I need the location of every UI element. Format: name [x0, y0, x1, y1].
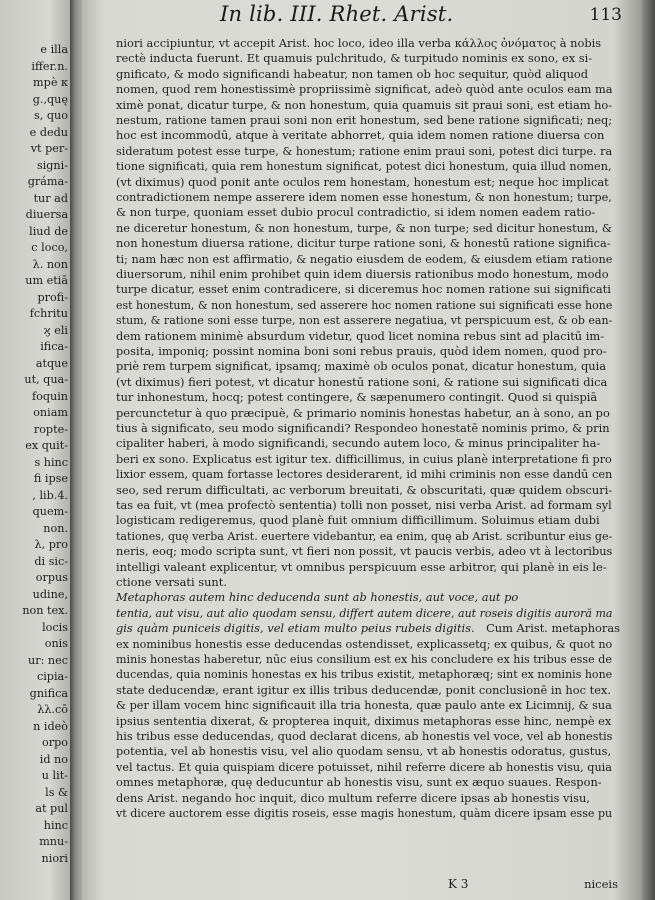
left-page-fragment: foquin	[31, 389, 68, 403]
left-page-fragment: tur ad	[33, 191, 68, 205]
signature-mark: K 3	[448, 877, 469, 891]
left-page-fragment: ifica-	[40, 340, 68, 353]
left-page-fragment: signi-	[36, 158, 68, 172]
text-line: Cum Arist. metaphoras	[486, 621, 620, 636]
left-page-fragment: locis	[42, 620, 68, 634]
running-head: In lib. III. Rhet. Arist.	[220, 2, 454, 26]
text-line: priè rem turpem significat, ipsamq; maximè ob oculos ponat, dicatur honestum, quia	[116, 359, 607, 374]
left-page-fragment: um etiā	[25, 274, 68, 287]
text-line: minis honestas haberetur, nūc eius consilium est ex his concludere ex his tribus esse de	[116, 652, 612, 666]
left-page-fragment: c loco,	[31, 241, 68, 254]
left-page-fragment: orpus	[35, 571, 68, 584]
text-line: & non turpe, quoniam esset dubio procul contradictio, si idem nomen eadem ratio-	[116, 205, 596, 220]
left-page-fragment: n ideò	[33, 719, 68, 733]
left-page-fragment: fchritu	[29, 307, 68, 320]
left-page-fragment: mnu-	[39, 835, 68, 848]
text-line: beri ex sono. Explicatus est igitur tex. difficillimus, in cuius planè interpretatione fi pro	[116, 451, 612, 466]
text-line: neris, eoq; modo scripta sunt, vt fieri non possit, vt paucis verbis, adeo vt à lectoribus	[116, 544, 613, 559]
text-line: omnes metaphoræ, quę deducuntur ab honestis visu, sunt ex æquo suaues. Respon-	[116, 775, 602, 790]
left-page-fragment: atque	[35, 356, 68, 370]
text-line: diuersorum, nihil enim prohibet quin idem diuersis rationibus modo honestum, modo	[116, 267, 609, 281]
text-line: tius à significato, seu modo significandi? Respondeo honestatē nominis primo, & prin	[116, 421, 610, 435]
page-footer	[82, 877, 642, 897]
left-page-fragment: profi-	[37, 290, 68, 304]
left-page-fragment: vt per-	[30, 142, 68, 155]
left-page-fragment: iffer.n.	[31, 59, 68, 73]
left-page-fragment: cipia-	[36, 670, 68, 683]
page-header	[82, 2, 642, 30]
text-line: niori accipiuntur, vt accepit Arist. hoc loco, ideo illa verba κάλλος ὀνόματος à nobis	[116, 36, 602, 50]
left-page-fragment: quem-	[32, 505, 68, 518]
text-line: cipaliter haberi, à modo significandi, secundo autem loco, & minus principaliter ha-	[116, 436, 601, 451]
left-page-fragment: e dedu	[29, 125, 68, 139]
left-page-fragment: λ, pro	[34, 538, 68, 551]
text-line: contradictionem nempe asserere idem nomen esse honestum, & non honestum; turpe,	[116, 190, 612, 204]
left-page-fragment: s hinc	[34, 455, 68, 469]
left-page-fragment: niori	[41, 851, 68, 865]
text-line: turpe dicatur, esset enim contradicere, si diceremus hoc nomen ratione sui significati	[116, 282, 611, 297]
left-page-fragment: non tex.	[22, 604, 68, 617]
text-line: dem rationem minimè absurdum videtur, quod licet nomina rebus sint ad placitū im-	[116, 328, 605, 343]
text-line: Metaphoras autem hinc deducenda sunt ab honestis, aut voce, aut po	[116, 590, 519, 605]
text-line: ne diceretur honestum, & non honestum, turpe, & non turpe; sed dicitur honestum, &	[116, 220, 613, 235]
text-line: sideratum potest esse turpe, & honestum; ratione enim praui soni, potest dici turpe. ra	[116, 143, 613, 158]
page-number: 113	[589, 5, 622, 25]
left-page-fragment: non.	[43, 521, 68, 535]
book-page	[82, 0, 642, 900]
left-page-fragment: s, quo	[34, 109, 68, 122]
text-line: potentia, vel ab honestis visu, vel alio quodam sensu, vt ab honestis odoratus, gustus,	[116, 744, 612, 759]
text-line: tentia, aut visu, aut alio quodam sensu, differt autem dicere, aut roseis digitis auroră ma	[116, 605, 613, 620]
text-line: est honestum, & non honestum, sed asserere hoc nomen ratione sui significati esse hone	[116, 297, 613, 312]
text-line: ximè ponat, dicatur turpe, & non honestum, quia quamuis sit praui soni, est etiam ho-	[116, 97, 613, 112]
text-line: posita, imponiq; possint nomina boni soni rebus prauis, quòd idem nomen, quod pro-	[116, 344, 607, 358]
text-line: state deducendæ, erant igitur ex illis tribus deducendæ, ponit conclusionē in hoc tex.	[116, 682, 611, 697]
text-line: tationes, quę verba Arist. euertere videbantur, ea enim, quę ab Arist. scribuntur eius ge-	[116, 528, 613, 543]
left-page-fragment: ur: nec	[28, 653, 68, 667]
left-page-fragment: λ. non	[32, 257, 68, 271]
text-line: tur inhonestum, hocq; potest contingere, & sæpenumero contingit. Quod si quispiā	[116, 390, 598, 405]
text-line: ipsius sententia dixerat, & propterea inquit, diximus metaphoras esse hinc, nempè ex	[116, 713, 612, 728]
text-line: vel tactus. Et quia quispiam dicere potuisset, nihil referre dicere ab honestis visu, quia	[116, 759, 612, 774]
left-page-fragment: ls &	[45, 785, 68, 799]
left-page-fragment: di sic-	[34, 554, 68, 568]
text-line: rectè inducta fuerunt. Et quamuis pulchritudo, & turpitudo nominis ex sono, ex si-	[116, 51, 593, 66]
left-page-fragment: at pul	[35, 802, 68, 815]
left-page-fragment: λλ.cō	[37, 703, 68, 716]
left-page-fragment: mpè κ	[33, 76, 68, 89]
text-line: nestum, ratione tamen praui soni non erit honestum, sed bene ratione significati; neq;	[116, 113, 613, 127]
left-page-fragment: ut, qua-	[24, 373, 68, 386]
text-line: gis quàm puniceis digitis, vel etiam multo peius rubeis digitis.	[116, 621, 475, 636]
left-page-fragment: hinc	[43, 818, 68, 832]
text-line: intelligi valeant explicentur, vt omnibus perspicuum esse arbitror, qui planè in eis le-	[116, 559, 607, 574]
left-page-fragment: g.,quę	[32, 92, 68, 106]
text-line: his tribus esse deducendas, quod declarat dicens, ab honestis vel voce, vel ab honestis	[116, 729, 613, 743]
text-line: dens Arist. negando hoc inquit, dico multum referre dicere ipsas ab honestis visu,	[116, 790, 590, 805]
text-line: seo, sed rerum difficultati, ac verborum breuitati, & obscuritati, quæ quidem obscuri-	[116, 482, 613, 497]
text-line: (vt diximus) quod ponit ante oculos rem honestam, honestum est; neque hoc implicat	[116, 174, 609, 189]
text-line: (vt diximus) fieri potest, vt dicatur honestū ratione soni, & ratione sui significati dica	[116, 374, 608, 389]
text-line: stum, & ratione soni esse turpe, non est asserere negatiua, vt perspicuum est, & ob ean-	[116, 313, 613, 328]
text-line: tione significati, quia rem honestum significat, potest dici honestum, quia illud nomen,	[116, 159, 612, 174]
left-page-fragment: liud de	[29, 224, 68, 238]
text-line: logisticam redigeremus, quod planè fuit omnium difficillimum. Soluimus etiam dubi	[116, 513, 600, 528]
left-page-fragment: e illa	[40, 43, 68, 56]
text-line: vt dicere auctorem esse digitis roseis, esse magis honestum, quàm dicere ipsam esse pu	[116, 806, 613, 820]
left-page-fragment: udine,	[32, 587, 68, 601]
left-page-fragment: orpo	[42, 736, 68, 749]
page-edge-shadow	[642, 0, 655, 900]
left-page-fragment: gráma-	[27, 175, 68, 188]
text-line: & per illam vocem hinc significauit illa tria honesta, quæ paulo ante ex Licimnij, & sua	[116, 698, 612, 713]
text-line: ctione versati sunt.	[116, 575, 227, 589]
left-page-fragment: , lib.4.	[32, 488, 68, 502]
catchword: niceis	[584, 877, 618, 891]
text-line: gnificato, & modo significandi habeatur, non tamen ob hoc sequitur, quòd aliquod	[116, 66, 589, 81]
text-line: tas ea fuit, vt (mea profectò sententia) tolli non posset, nisi verba Arist. ad formam syl	[116, 498, 612, 512]
left-page-fragment: diuersa	[25, 208, 68, 221]
text-line: non honestum diuersa ratione, dicitur turpe ratione soni, & honestū ratione significa-	[116, 236, 611, 251]
text-line: ex nominibus honestis esse deducendas ostendisset, explicassetq; ex quibus, & quot no	[116, 636, 613, 651]
text-line: ti; nam hæc non est affirmatio, & negatio eiusdem de eodem, & eiusdem etiam ratione	[116, 251, 613, 266]
text-line: lixior essem, quam fortasse lectores desiderarent, id mihi criminis non esse dandū cen	[116, 467, 613, 482]
text-line: percunctetur à quo præcipuè, & primario nominis honestas habetur, an à sono, an po	[116, 405, 610, 420]
left-page-fragment: ϗ eli	[43, 323, 68, 337]
left-page-fragment: fi ipse	[33, 472, 68, 485]
left-page-fragment: u lit-	[41, 769, 68, 782]
left-page-fragment: onis	[44, 637, 68, 650]
left-page-fragment: id no	[39, 752, 68, 766]
left-page-fragment: gnifica	[29, 686, 68, 700]
left-page-fragment: ex quit-	[25, 439, 68, 452]
text-line: ducendas, quia nominis honestas ex his tribus existit, metaphoræq; sint ex nominis hone	[116, 667, 613, 682]
text-line: hoc est incommodū, atque à veritate abhorret, quia idem nomen ratione diuersa con	[116, 128, 605, 143]
left-page-fragment: ropte-	[33, 422, 68, 436]
left-page-fragment: oniam	[33, 406, 68, 419]
text-line: nomen, quod rem honestissimè propriissimè significat, adeò quòd ante oculos eam ma	[116, 82, 613, 97]
